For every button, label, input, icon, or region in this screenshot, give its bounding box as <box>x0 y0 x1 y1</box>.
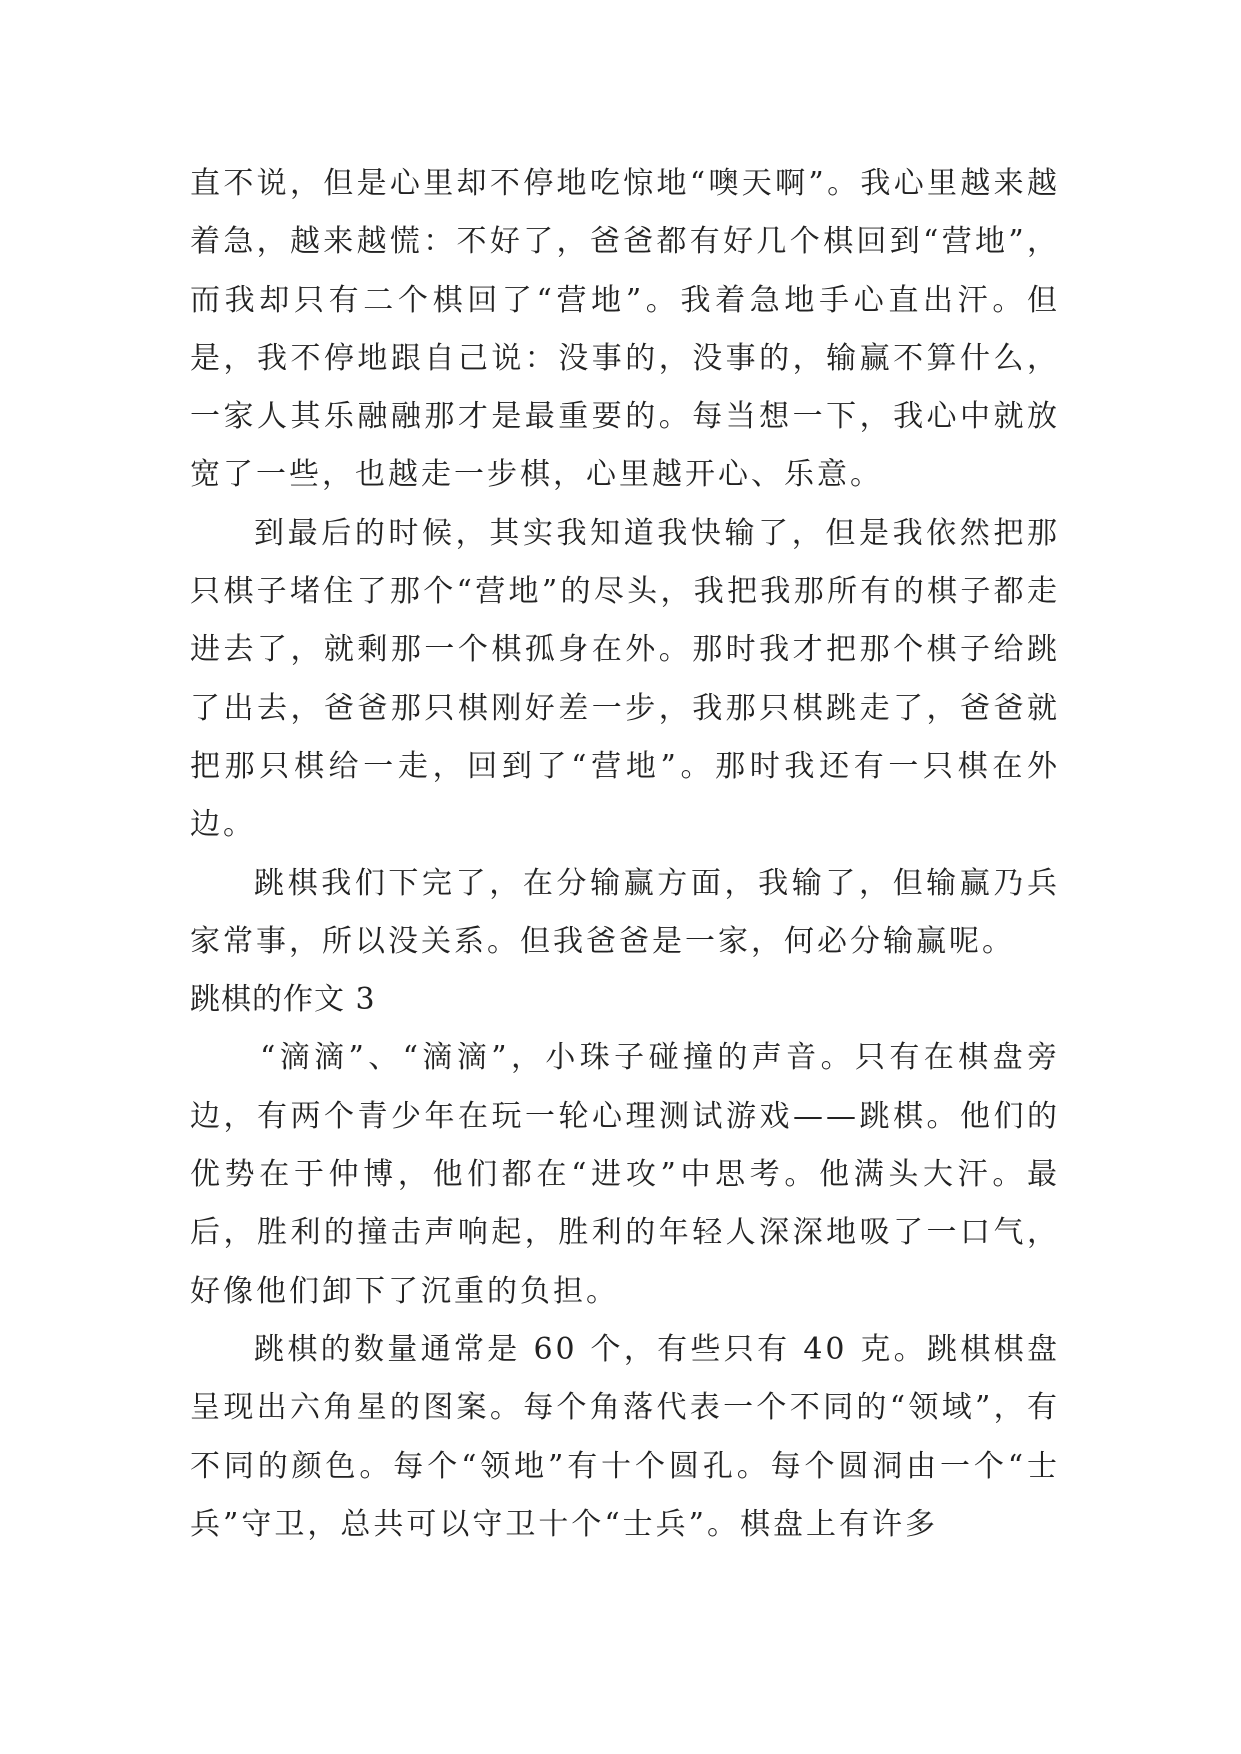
paragraph: 到最后的时候，其实我知道我快输了，但是我依然把那只棋子堵住了那个“营地”的尽头，我把我那所有的棋子都走进去了，就剩那一个棋孤身在外。那时我才把那个棋子给跳了出去，爸爸那只棋刚好差一步，我那只棋跳走了，爸爸就把那只棋给一走，回到了“营地”。那时我还有一只棋在外边。 <box>190 515 1060 843</box>
paragraph: 跳棋我们下完了，在分输赢方面，我输了，但输赢乃兵家常事，所以没关系。但我爸爸是一家，何必分输赢呢。 <box>190 865 1060 959</box>
section-heading: 跳棋的作文 3 <box>190 982 376 1018</box>
paragraph: 跳棋的数量通常是 60 个，有些只有 40 克。跳棋棋盘呈现出六角星的图案。每个角落代表一个不同的“领域”，有不同的颜色。每个“领地”有十个圆孔。每个圆洞由一个“士兵”守卫，总共可以守卫十个“士兵”。棋盘上有许多 <box>190 1331 1060 1542</box>
document-body <box>190 155 1060 1554</box>
paragraph-continuation: 直不说，但是心里却不停地吃惊地“噢天啊”。我心里越来越着急，越来越慌：不好了，爸爸都有好几个棋回到“营地”，而我却只有二个棋回了“营地”。我着急地手心直出汗。但是，我不停地跟自己说：没事的，没事的，输赢不算什么，一家人其乐融融那才是最重要的。每当想一下，我心中就放宽了一些，也越走一步棋，心里越开心、乐意。 <box>190 166 1060 493</box>
paragraph: “滴滴”、“滴滴”，小珠子碰撞的声音。只有在棋盘旁边，有两个青少年在玩一轮心理测试游戏——跳棋。他们的优势在于仲博，他们都在“进攻”中思考。他满头大汗。最后，胜利的撞击声响起，胜利的年轻人深深地吸了一口气，好像他们卸下了沉重的负担。 <box>190 1040 1060 1309</box>
